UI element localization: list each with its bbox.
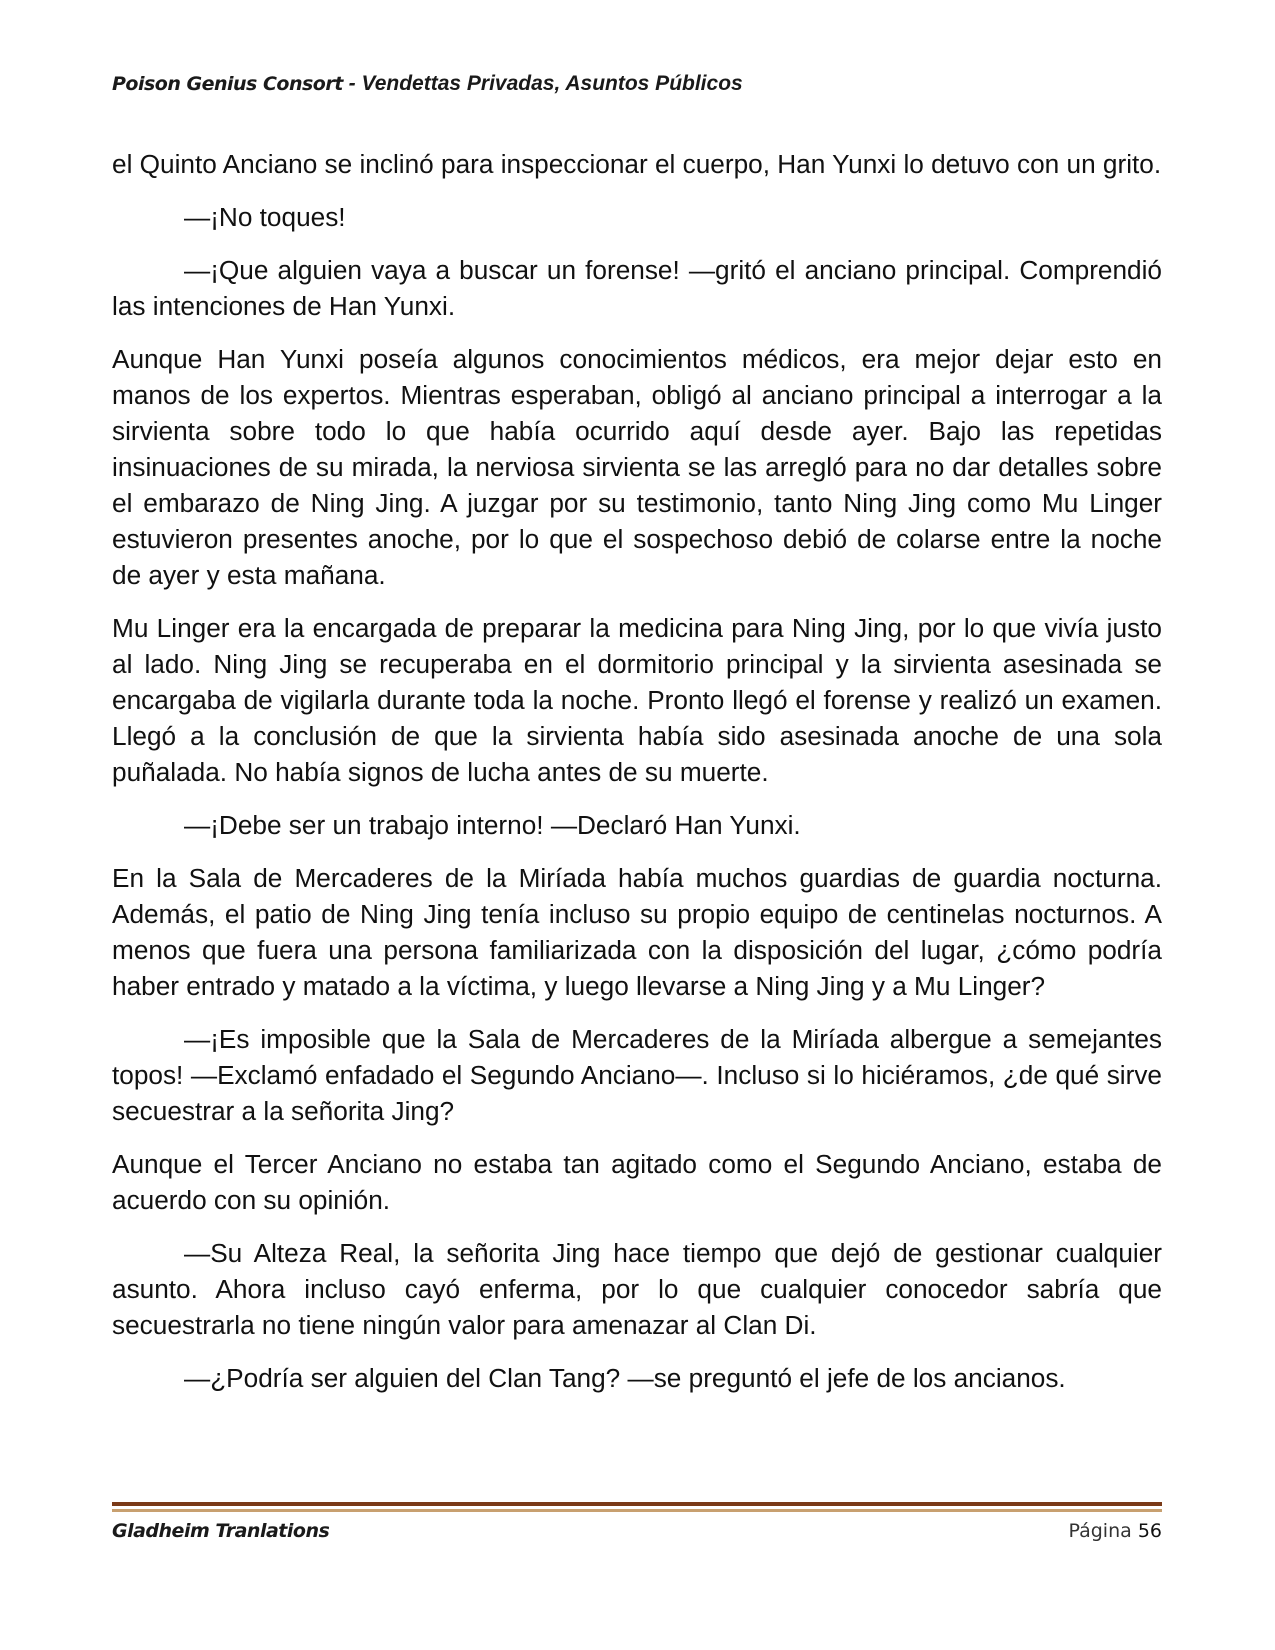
paragraph: Aunque el Tercer Anciano no estaba tan agitado como el Segundo Anciano, estaba de acuerdo con su opinión. [112,1149,1162,1215]
dialogue-paragraph: —¡Que alguien vaya a buscar un forense! —gritó el anciano principal. Comprendió las intenciones de Han Yunxi. [112,255,1162,321]
paragraph: Mu Linger era la encargada de preparar la medicina para Ning Jing, por lo que vivía justo al lado. Ning Jing se recuperaba en el dormitorio principal y la sirvienta asesinada se encargaba de vigilarla durante toda la noche. Pronto llegó el forense y realizó un examen. Llegó a la conclusión de que la sirvienta había sido asesinada anoche de una sola puñalada. No había signos de lucha antes de su muerte. [112,613,1162,787]
dialogue-paragraph: —¡Debe ser un trabajo interno! —Declaró Han Yunxi. [184,810,801,840]
footer-rule-dark [112,1502,1162,1506]
header-separator: - [342,72,362,95]
paragraph: Aunque Han Yunxi poseía algunos conocimientos médicos, era mejor dejar esto en manos de los expertos. Mientras esperaban, obligó al anciano principal a interrogar a la sirvienta sobre todo lo que había ocurrido aquí desde ayer. Bajo las repetidas insinuaciones de su mirada, la nerviosa sirvienta se las arregló para no dar detalles sobre el embarazo de Ning Jing. A juzgar por su testimonio, tanto Ning Jing como Mu Linger estuvieron presentes anoche, por lo que el sospechoso debió de colarse entre la noche de ayer y esta mañana. [112,344,1162,590]
dialogue-paragraph: —¿Podría ser alguien del Clan Tang? —se preguntó el jefe de los ancianos. [184,1363,1066,1393]
series-title: Poison Genius Consort [112,73,343,95]
dialogue-paragraph: —¡Es imposible que la Sala de Mercaderes de la Miríada albergue a semejantes topos! —Exclamó enfadado el Segundo Anciano—. Incluso si lo hiciéramos, ¿de qué sirve secuestrar a la señorita Jing? [112,1024,1162,1126]
paragraph: el Quinto Anciano se inclinó para inspeccionar el cuerpo, Han Yunxi lo detuvo con un grito. [112,149,1162,179]
footer-rule-light [112,1509,1162,1512]
chapter-body [112,146,1162,1413]
dialogue-paragraph: —Su Alteza Real, la señorita Jing hace tiempo que dejó de gestionar cualquier asunto. Ahora incluso cayó enferma, por lo que cualquier conocedor sabría que secuestrarla no tiene ningún valor para amenazar al Clan Di. [112,1238,1162,1340]
paragraph: En la Sala de Mercaderes de la Miríada había muchos guardias de guardia nocturna. Además, el patio de Ning Jing tenía incluso su propio equipo de centinelas nocturnos. A menos que fuera una persona familiarizada con la disposición del lugar, ¿cómo podría haber entrado y matado a la víctima, y luego llevarse a Ning Jing y a Mu Linger? [112,863,1162,1001]
chapter-title: Vendettas Privadas, Asuntos Públicos [361,72,743,95]
page-number: 56 [1137,1520,1162,1542]
page-label: Página [1068,1520,1132,1542]
page-number-label [1068,1520,1162,1542]
page-header [112,72,1162,96]
translator-credit: Gladheim Tranlations [112,1520,330,1542]
dialogue-paragraph: —¡No toques! [184,202,346,232]
